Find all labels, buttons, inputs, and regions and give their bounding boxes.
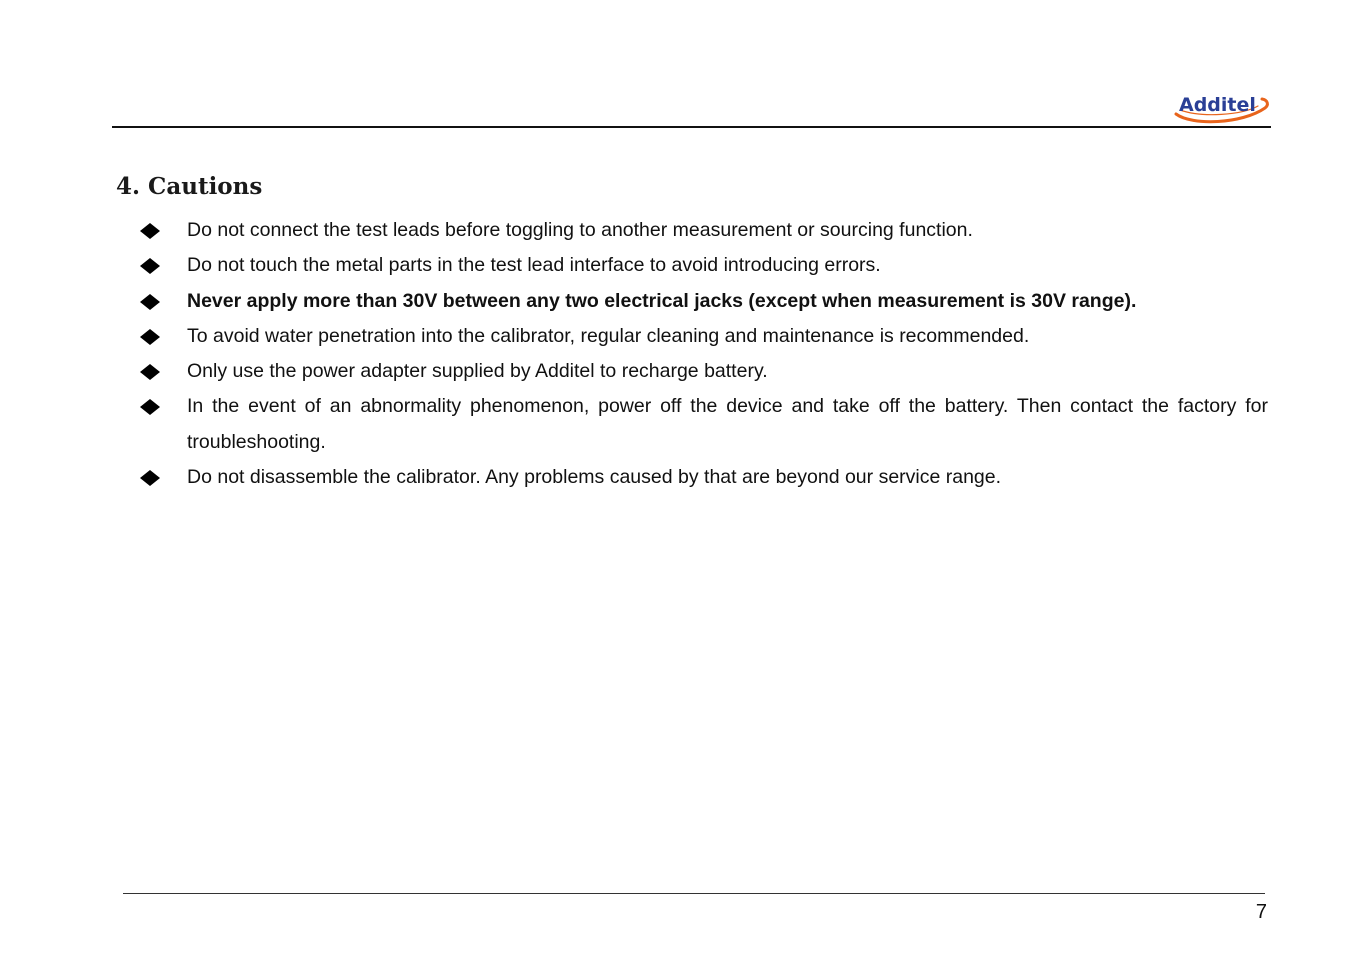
caution-text: Only use the power adapter supplied by Additel to recharge battery. (187, 360, 768, 383)
header-rule (112, 126, 1271, 128)
logo-text: Additel (1179, 94, 1256, 116)
page-number: 7 (1255, 901, 1267, 923)
caution-item (140, 248, 1268, 283)
diamond-bullet-icon (140, 294, 160, 310)
caution-text: Do not touch the metal parts in the test lead interface to avoid introducing errors. (187, 254, 881, 277)
caution-item (140, 319, 1268, 354)
caution-item (140, 284, 1268, 319)
caution-item (140, 213, 1268, 248)
caution-text: To avoid water penetration into the calibrator, regular cleaning and maintenance is recommended. (187, 324, 1030, 347)
diamond-bullet-icon (140, 223, 160, 239)
cautions-list (140, 213, 1268, 495)
caution-text: Never apply more than 30V between any two electrical jacks (except when measurement is 30V range). (187, 289, 1137, 312)
diamond-bullet-icon (140, 329, 160, 345)
diamond-bullet-icon (140, 399, 160, 415)
diamond-bullet-icon (140, 470, 160, 486)
caution-item (140, 354, 1268, 389)
caution-item (140, 389, 1268, 460)
footer-rule (123, 893, 1265, 894)
additel-logo (1172, 88, 1270, 126)
diamond-bullet-icon (140, 258, 160, 274)
caution-text: Do not disassemble the calibrator. Any problems caused by that are beyond our service range. (187, 466, 1002, 489)
caution-item (140, 460, 1268, 495)
diamond-bullet-icon (140, 364, 160, 380)
caution-text: In the event of an abnormality phenomenon, power off the device and take off the battery. Then contact the factory for troubleshooting. (187, 395, 1268, 453)
section-title: 4. Cautions (116, 173, 263, 200)
caution-text: Do not connect the test leads before toggling to another measurement or sourcing function. (187, 219, 973, 241)
